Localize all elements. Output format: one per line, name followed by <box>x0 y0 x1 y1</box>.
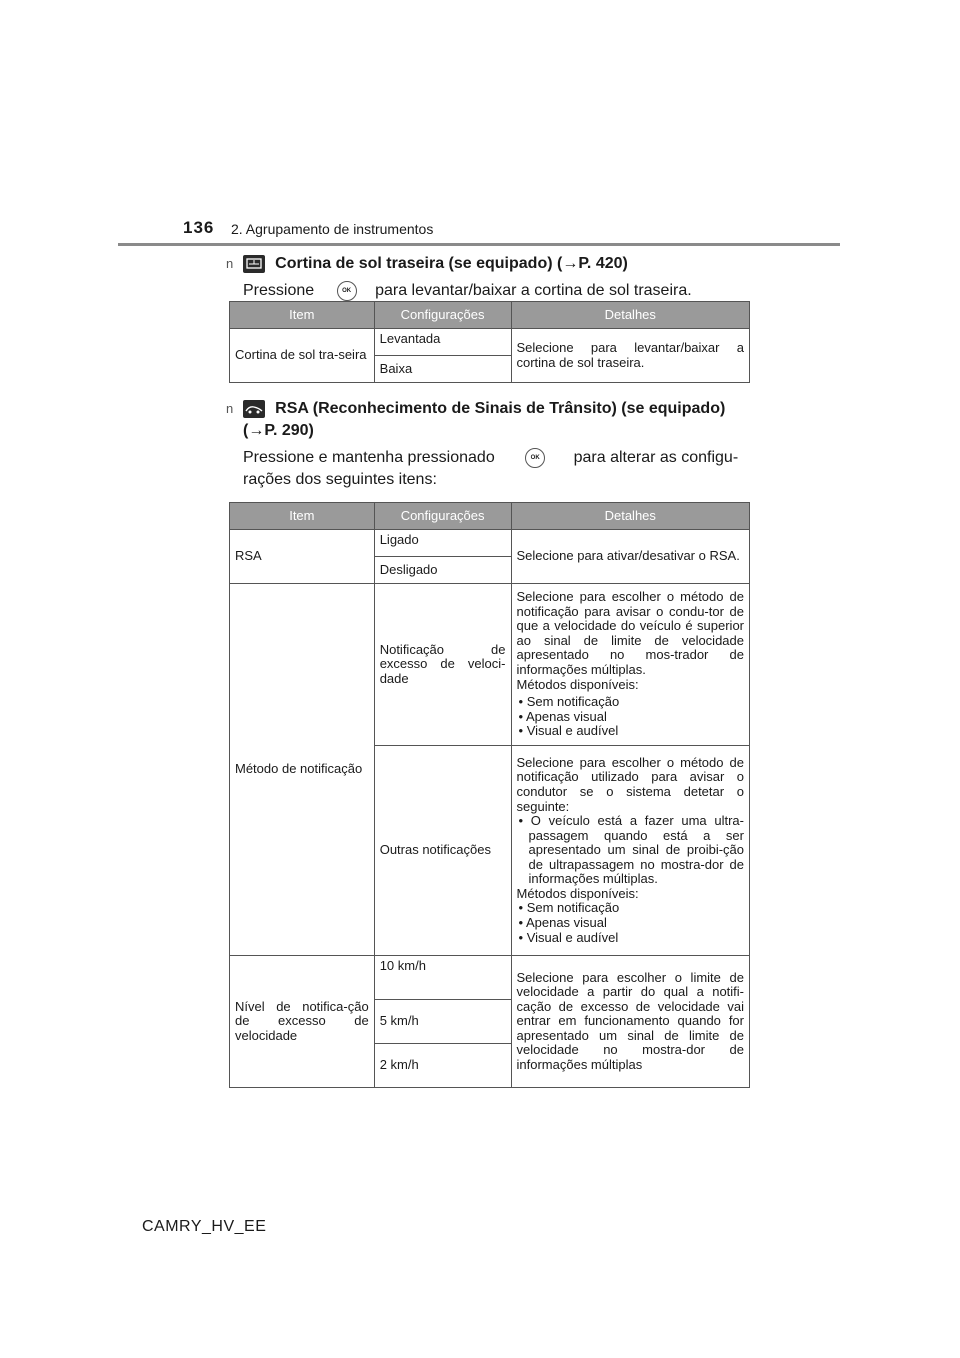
condition-list <box>517 814 744 887</box>
block2-heading: RSA (Reconhecimento de Sinais de Trânsito) (se equipado) <box>275 400 726 418</box>
list-item: • Visual e audível <box>517 931 744 946</box>
block1-instr-pre: Pressione <box>243 282 315 300</box>
block1-instr-post: para levantar/baixar a cortina de sol traseira. <box>375 282 692 300</box>
ok-button-icon: OK <box>337 281 357 301</box>
table-cell-details <box>511 584 749 746</box>
list-item: • Apenas visual <box>517 916 744 931</box>
table-cell-setting: Desligado <box>374 557 511 584</box>
table-cell-details: Selecione para ativar/desativar o RSA. <box>511 530 749 584</box>
table-cell-setting: Levantada <box>374 329 511 356</box>
table-cell-setting: 2 km/h <box>374 1044 511 1088</box>
table-header: Detalhes <box>511 503 749 530</box>
ok-button-icon: OK <box>525 448 545 468</box>
table-cell-setting: Outras notificações <box>374 746 511 956</box>
bullet-marker: n <box>226 401 234 417</box>
table-header: Configurações <box>374 302 511 329</box>
list-item: • Visual e audível <box>517 724 744 739</box>
table-cell-setting: Ligado <box>374 530 511 557</box>
block1-heading-line <box>226 255 628 273</box>
methods-label: Métodos disponíveis: <box>516 676 639 692</box>
table-cell-details <box>511 746 749 956</box>
list-item: • Apenas visual <box>517 710 744 725</box>
table-header: Configurações <box>374 503 511 530</box>
footer-code: CAMRY_HV_EE <box>142 1218 267 1235</box>
list-item: • O veículo está a fazer uma ultra-passagem quando está a ser apresentado um sinal de proibi-ção de ultrapassagem no mostra-dor de informações múltiplas. <box>517 814 744 887</box>
table-cell-setting: 5 km/h <box>374 1000 511 1044</box>
block2-instruction-line2: rações dos seguintes itens: <box>243 471 437 488</box>
sunshade-table <box>229 301 750 383</box>
table-cell-details: Selecione para levantar/baixar a cortina de sol traseira. <box>511 329 750 383</box>
block2-instr-post: para alterar as configu- <box>573 449 739 467</box>
table-header: Item <box>230 302 375 329</box>
table-header: Detalhes <box>511 302 750 329</box>
table-header: Item <box>230 503 375 530</box>
methods-list <box>517 901 744 945</box>
list-item: • Sem notificação <box>517 695 744 710</box>
rsa-table <box>229 502 750 1088</box>
block2-instruction <box>243 448 738 468</box>
table-cell-item: Nível de notifica-ção de excesso de velocidade <box>230 956 375 1088</box>
bullet-marker: n <box>226 256 234 272</box>
page-number: 136 <box>183 218 215 237</box>
rsa-sign-icon <box>243 400 265 418</box>
table-cell-setting: Baixa <box>374 356 511 383</box>
table-cell-item: Método de notificação <box>230 584 375 956</box>
table-cell-item: Cortina de sol tra-seira <box>230 329 375 383</box>
block2-heading-line <box>226 400 746 418</box>
block1-ref: →P. 420) <box>562 255 628 273</box>
list-item: • Sem notificação <box>517 901 744 916</box>
table-cell-item: RSA <box>230 530 375 584</box>
section-title: 2. Agrupamento de instrumentos <box>231 221 434 237</box>
table-cell-setting: Notificação de excesso de veloci-dade <box>374 584 511 746</box>
table-cell-details: Selecione para escolher o limite de velocidade a partir do qual a notifi-cação de excesso de velocidade vai entrar em funcionamento quando for apresentado um sinal de limite de velocidade no mostra-dor de informações múltiplas <box>511 956 749 1088</box>
details-text: Selecione para escolher o método de notificação para avisar o condu-tor de que a velocidade do veículo é superior ao sinal de limite de velocidade apresentado no mos-trador de informações múltiplas. <box>516 589 744 677</box>
table-cell-setting: 10 km/h <box>374 956 511 1000</box>
methods-list <box>517 695 744 739</box>
details-text: Selecione para escolher o método de notificação utilizado para avisar o condutor se o sistema detetar o seguinte: <box>516 754 744 814</box>
rear-sunshade-icon <box>243 255 265 273</box>
block1-instruction <box>243 281 692 301</box>
block1-heading: Cortina de sol traseira (se equipado) ( <box>275 255 563 273</box>
block2-instr-pre: Pressione e mantenha pressionado <box>243 449 495 467</box>
block2-ref: (→P. 290) <box>243 422 314 439</box>
methods-label: Métodos disponíveis: <box>516 885 639 901</box>
header-rule <box>118 243 840 246</box>
